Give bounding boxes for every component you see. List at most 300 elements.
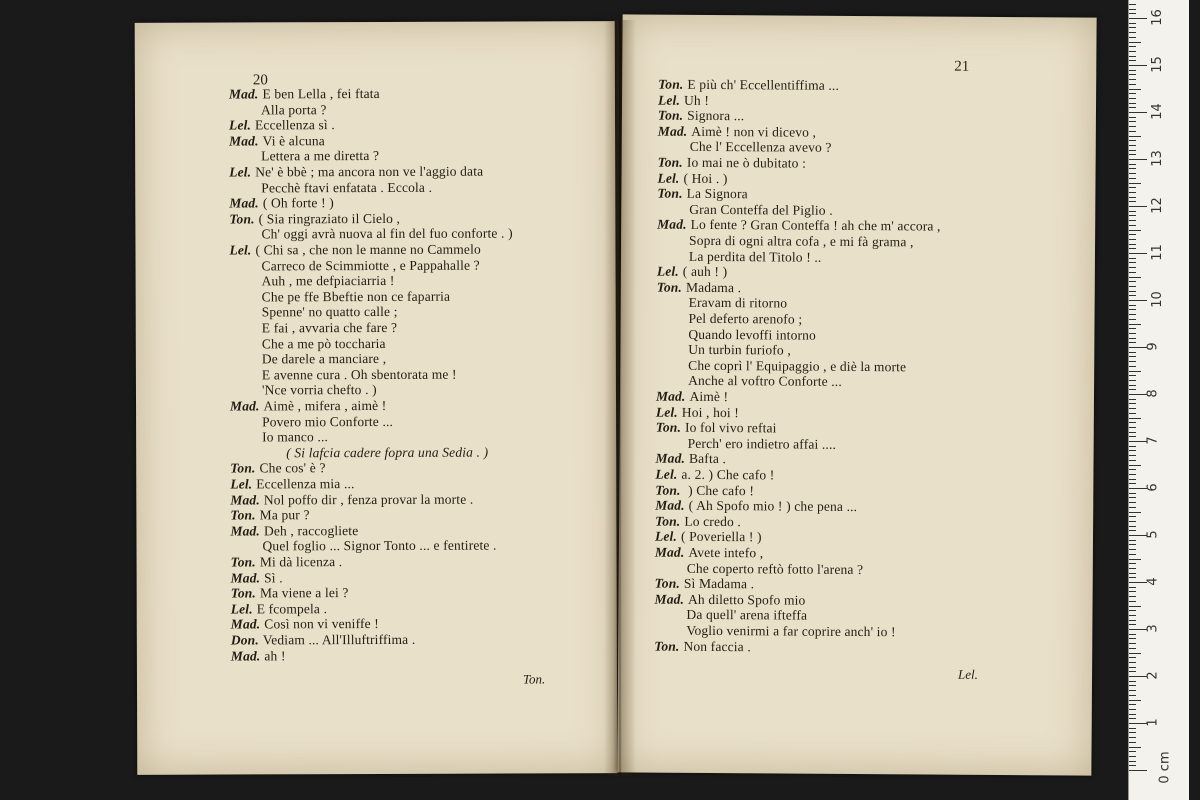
line-text: Che coprì l' Equipaggio , e diè la morte	[688, 357, 907, 375]
line-text: Eccellenza sì .	[254, 117, 335, 133]
ruler-tick	[1129, 103, 1136, 104]
speaker-label: Mad.	[230, 569, 261, 586]
line-text: Deh , raccogliete	[263, 522, 359, 539]
ruler-tick	[1129, 399, 1136, 400]
text-line	[229, 195, 334, 211]
ruler-tick	[1129, 657, 1136, 658]
ruler-tick	[1129, 211, 1136, 212]
ruler-tick	[1129, 432, 1136, 433]
ruler-tick	[1129, 305, 1136, 306]
line-text: Ma pur ?	[259, 507, 310, 523]
text-line	[230, 507, 309, 523]
text-line	[658, 92, 709, 108]
line-text: Ma viene a lei ?	[259, 585, 349, 601]
text-line	[689, 295, 788, 312]
line-text: Avete intefo ,	[688, 544, 764, 561]
speaker-label: Lel.	[229, 164, 252, 180]
text-line	[231, 554, 343, 570]
speaker-label: Mad.	[657, 123, 688, 139]
ruler-tick	[1129, 540, 1136, 541]
ruler-tick	[1129, 502, 1136, 503]
ruler-tick	[1129, 56, 1136, 57]
ruler-number: 7	[1145, 436, 1161, 445]
text-line	[230, 398, 386, 415]
ruler-tick	[1129, 150, 1136, 151]
text-line	[229, 86, 380, 103]
line-text: Voglio venirmi a far coprire anch' io !	[686, 622, 896, 640]
speaker-label: Don.	[230, 632, 259, 648]
speaker-label: Ton.	[655, 513, 681, 529]
ruler-tick	[1129, 568, 1136, 569]
line-text: Madama .	[685, 279, 742, 295]
text-line	[231, 632, 416, 649]
text-line	[658, 108, 745, 125]
ruler-tick	[1129, 606, 1141, 607]
ruler-tick	[1129, 577, 1136, 578]
ruler-tick	[1129, 709, 1136, 710]
ruler-number: 9	[1145, 342, 1161, 351]
ruler-number: 2	[1145, 671, 1161, 680]
line-text: Aimè !	[689, 388, 729, 405]
ruler-tick	[1129, 380, 1136, 381]
ruler-tick	[1129, 117, 1136, 118]
ruler-tick	[1129, 544, 1136, 545]
ruler-tick	[1129, 385, 1136, 386]
line-text: Così non vi veniffe !	[264, 616, 379, 632]
speaker-label: Ton.	[230, 554, 256, 570]
ruler-tick	[1129, 483, 1136, 484]
ruler-tick	[1129, 145, 1136, 146]
text-line	[688, 436, 836, 453]
line-text: Un turbin furiofo ,	[688, 342, 791, 358]
line-text: ( Hoi . )	[683, 170, 728, 186]
ruler-tick	[1129, 253, 1147, 254]
text-line	[230, 491, 473, 508]
ruler-tick	[1129, 610, 1136, 611]
text-line	[231, 648, 286, 664]
ruler-tick	[1129, 591, 1136, 592]
ruler-tick	[1129, 756, 1136, 757]
ruler-tick	[1129, 291, 1136, 292]
ruler-tick	[1129, 573, 1136, 574]
ruler-tick	[1129, 244, 1136, 245]
line-text: Che l' Eccellenza avevo ?	[689, 139, 832, 156]
line-text: Sì .	[264, 569, 283, 585]
line-text: Lo fente ? Gran Conteffa ! ah che m' accora ,	[690, 217, 941, 234]
line-text: E ben Lella , fei ftata	[262, 85, 380, 102]
line-text: Mi dà licenza .	[259, 554, 343, 570]
ruler-tick	[1129, 338, 1136, 339]
ruler-number: 8	[1145, 389, 1161, 398]
text-line	[655, 545, 764, 562]
text-line	[657, 279, 742, 296]
ruler-tick	[1129, 455, 1136, 456]
ruler-tick	[1129, 742, 1136, 743]
ruler-tick	[1129, 690, 1136, 691]
line-text: Lettera a me diretta ?	[261, 148, 380, 164]
speaker-label: Mad.	[229, 195, 259, 211]
text-line	[262, 351, 386, 367]
ruler-number: 6	[1145, 483, 1161, 492]
speaker-label: Mad.	[657, 216, 687, 233]
text-line	[689, 248, 822, 265]
left-page	[135, 21, 618, 775]
ruler-number: 16	[1149, 9, 1165, 26]
speaker-label: Mad.	[655, 388, 686, 404]
ruler-tick	[1129, 751, 1136, 752]
ruler-tick	[1129, 159, 1147, 160]
line-text: Che pe ffe Bbeftie non ce faparria	[261, 288, 451, 305]
text-line	[262, 382, 377, 398]
ruler-tick	[1129, 277, 1141, 278]
speaker-label: Mad.	[655, 497, 685, 513]
ruler-tick	[1129, 488, 1147, 489]
ruler-tick	[1129, 112, 1147, 113]
line-text: Vediam ... All'Illuftriffima .	[262, 631, 416, 648]
ruler-tick	[1129, 704, 1136, 705]
right-page-number: 21	[954, 58, 970, 75]
ruler-tick	[1129, 624, 1136, 625]
ruler-tick	[1129, 154, 1136, 155]
text-line	[657, 170, 727, 186]
line-text: De darele a manciare ,	[261, 351, 387, 367]
ruler-tick	[1129, 450, 1136, 451]
line-text: Io manco ...	[262, 429, 329, 445]
ruler-tick	[1129, 37, 1136, 38]
speaker-label: Ton.	[655, 419, 682, 435]
line-text: Vi è alcuna	[262, 132, 325, 149]
ruler-tick	[1129, 469, 1136, 470]
text-line	[656, 420, 777, 437]
ruler-tick	[1129, 286, 1136, 287]
ruler-tick	[1129, 46, 1136, 47]
ruler-tick	[1129, 737, 1136, 738]
line-text: ( Si lafcia cadere fopra una Sedia . )	[286, 444, 489, 461]
ruler-tick	[1129, 239, 1136, 240]
ruler-tick	[1129, 662, 1136, 663]
line-text: 'Nce vorria chefto . )	[261, 382, 377, 398]
ruler-tick	[1129, 366, 1136, 367]
ruler-tick	[1129, 554, 1136, 555]
line-text: Ah diletto Spofo mio	[688, 591, 806, 608]
text-line	[688, 326, 816, 343]
ruler-tick	[1129, 422, 1136, 423]
line-text: Eravam di ritorno	[688, 295, 788, 311]
ruler-tick	[1129, 685, 1136, 686]
line-text: Aimè , mifera , aimè !	[263, 397, 387, 414]
ruler-tick	[1129, 89, 1141, 90]
ruler-number: 5	[1145, 530, 1161, 539]
ruler-tick	[1129, 178, 1136, 179]
ruler-tick	[1129, 324, 1141, 325]
speaker-label: Ton.	[657, 185, 683, 201]
line-text: La perdita del Titolo ! ..	[688, 248, 822, 265]
line-text: Lo credo .	[684, 513, 742, 529]
ruler-tick	[1129, 418, 1141, 419]
text-line	[261, 226, 512, 243]
ruler-tick	[1129, 587, 1136, 588]
ruler-number: 10	[1149, 291, 1165, 308]
speaker-label: Ton.	[230, 460, 256, 476]
text-line	[689, 202, 833, 219]
text-line	[262, 304, 398, 320]
line-text: Aimè ! non vi dicevo ,	[691, 123, 817, 140]
ruler-tick	[1129, 300, 1147, 301]
ruler-tick	[1129, 403, 1136, 404]
ruler-tick	[1129, 638, 1136, 639]
text-line	[688, 342, 791, 359]
ruler-tick	[1129, 18, 1147, 19]
ruler-tick	[1129, 65, 1147, 66]
line-text: ( auh ! )	[682, 263, 728, 280]
ruler-tick	[1129, 70, 1136, 71]
ruler-tick	[1129, 197, 1136, 198]
ruler-tick	[1129, 629, 1147, 630]
line-text: Pecchè ftavi enfatata . Eccola .	[261, 179, 433, 195]
ruler-tick	[1129, 206, 1147, 207]
text-line	[655, 576, 755, 593]
ruler-tick	[1129, 342, 1136, 343]
ruler-tick	[1129, 676, 1147, 677]
line-text: ( Chi sa , che non le manne no Cammelo	[255, 241, 481, 258]
text-line	[654, 638, 751, 655]
ruler-tick	[1129, 9, 1136, 10]
left-catchword: Ton.	[522, 671, 546, 687]
ruler-tick	[1129, 168, 1136, 169]
ruler-tick	[1129, 521, 1136, 522]
ruler-tick	[1129, 371, 1141, 372]
text-line	[658, 155, 807, 172]
text-line	[229, 164, 483, 181]
ruler-tick	[1129, 267, 1136, 268]
speaker-label: Lel.	[230, 601, 253, 617]
speaker-label: Ton.	[655, 482, 681, 498]
ruler-tick	[1129, 187, 1136, 188]
line-text: ( Ah Spofo mio ! ) che pena ...	[688, 498, 858, 515]
text-line	[262, 257, 480, 274]
text-line	[655, 482, 754, 499]
right-page	[617, 14, 1096, 775]
line-text: Signora ...	[687, 107, 745, 124]
ruler-tick	[1129, 74, 1136, 75]
text-line	[262, 320, 397, 336]
ruler-tick	[1129, 356, 1136, 357]
ruler-tick	[1129, 732, 1136, 733]
ruler-tick	[1129, 375, 1136, 376]
ruler-tick	[1129, 615, 1136, 616]
text-line	[230, 476, 354, 492]
text-line	[230, 461, 325, 477]
ruler-tick	[1129, 408, 1136, 409]
ruler-tick	[1129, 248, 1136, 249]
line-text: Non faccia .	[683, 638, 751, 654]
speaker-label: Mad.	[654, 544, 685, 560]
line-text: Eccellenza mia ...	[256, 476, 355, 492]
ruler-tick	[1129, 314, 1136, 315]
speaker-label: Lel.	[654, 528, 678, 545]
left-page-number: 20	[252, 72, 268, 89]
ruler-number: 14	[1149, 103, 1165, 120]
ruler-tick	[1129, 648, 1136, 649]
line-text: E fcompela .	[256, 600, 328, 617]
speaker-label: Ton.	[657, 154, 683, 170]
line-text: ah !	[264, 647, 286, 663]
line-text: La Signora	[686, 185, 748, 202]
text-line	[229, 211, 400, 228]
ruler-tick	[1129, 107, 1136, 108]
ruler-tick	[1129, 225, 1136, 226]
line-text: Uh !	[683, 92, 710, 108]
ruler-tick	[1129, 728, 1136, 729]
speaker-label: Lel.	[655, 466, 678, 482]
ruler-tick	[1129, 667, 1136, 668]
speaker-label: Lel.	[230, 476, 253, 492]
text-line	[262, 289, 451, 306]
text-line	[655, 467, 774, 484]
ruler-tick	[1129, 79, 1136, 80]
ruler-number: 12	[1149, 197, 1165, 214]
speaker-label: Mad.	[230, 647, 261, 664]
text-line	[688, 311, 802, 328]
speaker-label: Ton.	[657, 107, 684, 123]
ruler-tick	[1129, 549, 1136, 550]
ruler-tick	[1129, 234, 1136, 235]
line-text: Ne' è bbè ; ma ancora non ve l'aggio data	[255, 163, 484, 180]
ruler-tick	[1129, 13, 1136, 14]
ruler-tick	[1129, 493, 1136, 494]
line-text: Povero mio Conforte ...	[262, 413, 394, 429]
text-line	[229, 242, 480, 259]
ruler-tick	[1129, 394, 1147, 395]
ruler-tick	[1129, 93, 1136, 94]
ruler-tick	[1129, 136, 1141, 137]
ruler-tick	[1129, 140, 1136, 141]
speaker-label: Mad.	[230, 398, 260, 414]
speaker-label: Ton.	[654, 575, 680, 591]
text-line	[262, 273, 395, 289]
text-line	[655, 498, 857, 515]
ruler-tick	[1129, 413, 1136, 414]
speaker-label: Mad.	[654, 591, 685, 607]
line-text: Quel foglio ... Signor Tonto ... e fentirete .	[262, 537, 497, 554]
line-text: Che coperto reftò fotto l'arena ?	[686, 560, 864, 577]
ruler-tick	[1129, 620, 1136, 621]
ruler-tick	[1129, 201, 1136, 202]
ruler-tick	[1129, 192, 1136, 193]
text-line	[261, 179, 432, 196]
line-text: Ch' oggi avrà nuova al fin del fuo conforte . )	[261, 225, 513, 242]
ruler-tick	[1129, 319, 1136, 320]
line-text: Anche al voftro Conforte ...	[688, 373, 842, 390]
ruler-tick	[1129, 262, 1136, 263]
line-text: a. 2. ) Che cafo !	[681, 466, 775, 483]
speaker-label: Mad.	[230, 491, 260, 508]
ruler-tick	[1129, 51, 1136, 52]
text-line	[286, 444, 488, 461]
line-text: Auh , me defpiaciarria !	[261, 273, 395, 289]
ruler-tick	[1129, 526, 1136, 527]
speaker-label: Lel.	[229, 117, 252, 133]
ruler-tick	[1129, 512, 1141, 513]
ruler-tick	[1129, 563, 1136, 564]
ruler-tick	[1129, 516, 1136, 517]
text-line	[655, 591, 806, 608]
line-text: ) Che cafo !	[684, 482, 755, 498]
text-line	[231, 585, 349, 601]
line-text: E fai , avvaria che fare ?	[261, 319, 398, 336]
text-line	[655, 529, 762, 546]
line-text: Che cos' è ?	[259, 460, 326, 476]
text-line	[690, 139, 832, 156]
ruler-number: 11	[1149, 244, 1165, 261]
ruler-tick	[1129, 4, 1136, 5]
ruler-tick	[1129, 272, 1136, 273]
line-text: Hoi , hoi !	[681, 404, 740, 420]
ruler-tick	[1129, 173, 1136, 174]
speaker-label: Lel.	[655, 404, 678, 420]
ruler-tick	[1129, 601, 1136, 602]
text-line	[658, 123, 816, 140]
ruler-tick	[1129, 32, 1136, 33]
ruler-tick	[1129, 164, 1136, 165]
ruler-tick	[1129, 220, 1136, 221]
line-text: Sì Madama .	[683, 575, 755, 592]
ruler-tick	[1129, 328, 1136, 329]
speaker-label: Mad.	[655, 450, 686, 467]
text-line	[655, 451, 726, 467]
line-text: Bafta .	[688, 451, 727, 467]
ruler-tick	[1129, 23, 1136, 24]
speaker-label: Ton.	[654, 638, 680, 654]
ruler-tick	[1129, 770, 1147, 771]
text-line	[655, 513, 741, 530]
line-text: Nol poffo dir , fenza provar la morte .	[263, 491, 474, 507]
ruler-tick	[1129, 596, 1136, 597]
line-text: ( Oh forte ! )	[262, 195, 334, 211]
line-text: Carreco de Scimmiotte , e Pappahalle ?	[261, 257, 480, 273]
ruler-number: 4	[1145, 577, 1161, 586]
speaker-label: Mad.	[230, 523, 260, 539]
line-text: Alla porta ?	[260, 101, 327, 117]
line-text: ( Sia ringraziato il Cielo ,	[258, 210, 401, 227]
ruler-tick	[1129, 681, 1136, 682]
ruler-tick	[1129, 559, 1141, 560]
text-line	[262, 538, 496, 555]
measuring-ruler	[1128, 0, 1189, 800]
ruler-tick	[1129, 700, 1141, 701]
ruler-tick	[1129, 723, 1147, 724]
text-line	[262, 429, 328, 445]
ruler-tick	[1129, 441, 1147, 442]
line-text: Gran Conteffa del Piglio .	[689, 201, 833, 218]
speaker-label: Ton.	[658, 76, 684, 92]
ruler-tick	[1129, 634, 1136, 635]
speaker-label: Lel.	[229, 242, 252, 258]
text-line	[658, 77, 839, 94]
ruler-tick	[1129, 258, 1136, 259]
ruler-tick	[1129, 309, 1136, 310]
line-text: Quando levoffi intorno	[688, 326, 817, 343]
speaker-label: Lel.	[656, 263, 679, 279]
speaker-label: Lel.	[658, 92, 681, 108]
ruler-tick	[1129, 436, 1136, 437]
ruler-tick	[1129, 84, 1136, 85]
line-text: E più ch' Eccellentiffima ...	[687, 76, 840, 93]
line-text: Spenne' no quatto calle ;	[261, 304, 398, 320]
speaker-label: Ton.	[230, 585, 256, 601]
ruler-number: 13	[1149, 150, 1165, 167]
speaker-label: Ton.	[229, 211, 255, 227]
